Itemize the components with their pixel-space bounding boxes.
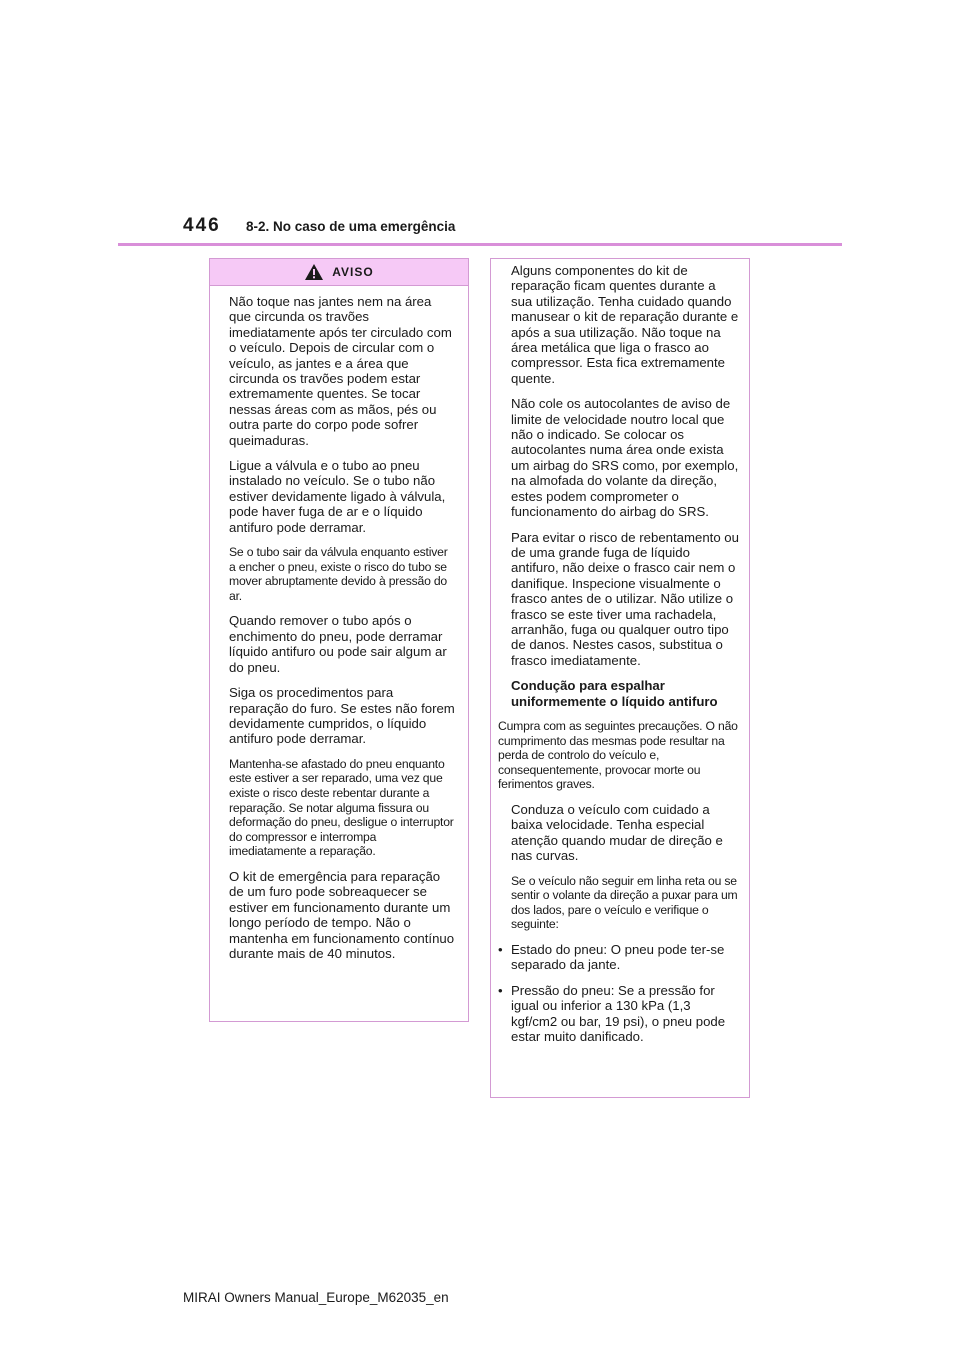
precautions-paragraph: Cumpra com as seguintes precauções. O não cumprimento das mesmas pode resultar na perda de controlo do veículo e, consequentemente, provocar morte ou ferimentos graves. xyxy=(498,718,738,792)
footer-text: MIRAI Owners Manual_Europe_M62035_en xyxy=(183,1290,449,1305)
warning-continued-content xyxy=(491,259,749,1044)
warning-triangle-icon xyxy=(304,263,324,281)
driving-subheading: Condução para espalhar uniformemente o líquido antifuro xyxy=(511,678,718,709)
warning-paragraph: Quando remover o tubo após o enchimento do pneu, pode derramar líquido antifuro ou pode sair algum ar do pneu. xyxy=(229,613,447,675)
right-paragraph-6: Se o veículo não seguir em linha reta ou se sentir o volante da direção a puxar para um dos lados, pare o veículo e verifique o seguinte: xyxy=(511,873,738,932)
right-paragraph-5: Conduza o veículo com cuidado a baixa velocidade. Tenha especial atenção quando mudar de direção e nas curvas. xyxy=(511,801,723,864)
page-header xyxy=(0,0,960,250)
warning-paragraph: Siga os procedimentos para reparação do furo. Se estes não forem devidamente cumpridos, o líquido antifuro pode derramar. xyxy=(229,685,455,747)
warning-paragraph: Se o tubo sair da válvula enquanto estiver a encher o pneu, existe o risco do tubo se mover abruptamente devido à pressão do ar. xyxy=(229,545,448,603)
warning-paragraph: O kit de emergência para reparação de um furo pode sobreaquecer se estiver em funcionamento durante um longo período de tempo. Não o mantenha em funcionamento contínuo durante mais de 40 minutos. xyxy=(229,868,455,961)
warning-content xyxy=(210,286,468,961)
warning-paragraph: Mantenha-se afastado do pneu enquanto este estiver a ser reparado, uma vez que existe o risco deste rebentar durante a reparação. Se notar alguma fissura ou deformação do pneu, desligue o interruptor do compressor e interrompa imediatamente a reparação. xyxy=(229,756,454,859)
header-rule xyxy=(118,243,842,246)
bullet-icon: • xyxy=(498,982,503,998)
warning-title: AVISO xyxy=(332,265,374,279)
warning-paragraph: Ligue a válvula e o tubo ao pneu instalado no veículo. Se o tubo não estiver devidamente ligado à válvula, pode haver fuga de ar e o líquido antifuro pode derramar. xyxy=(229,458,446,535)
warning-box xyxy=(209,258,469,1022)
list-item xyxy=(498,942,739,973)
bullet-icon: • xyxy=(498,941,503,957)
warning-continued-box xyxy=(490,258,750,1098)
right-paragraph-3: Para evitar o risco de rebentamento ou de uma grande fuga de líquido antifuro, não deixe o frasco cair nem o danifique. Inspecione visualmente o frasco antes de o utilizar. Não utilize o frasco se este tiver uma rachadela, arranhão, fuga ou qualquer outro tipo de danos. Nestes casos, substitua o frasco imediatamente. xyxy=(511,529,739,668)
warning-paragraph: Não toque nas jantes nem na área que circunda os travões imediatamente após ter circulado com o veículo. Depois de circular com o veículo, as jantes e a área que circunda os travões podem estar extremamente quentes. Se tocar nessas áreas com as mãos, pés ou outra parte do corpo pode sofrer queimaduras. xyxy=(229,294,452,448)
section-title: 8-2. No caso de uma emergência xyxy=(246,219,456,234)
warning-header xyxy=(210,259,468,286)
list-item-text: Estado do pneu: O pneu pode ter-se separado da jante. xyxy=(511,941,725,973)
page-number: 446 xyxy=(183,215,221,236)
list-item-text: Pressão do pneu: Se a pressão for igual ou inferior a 130 kPa (1,3 kgf/cm2 ou bar, 19 psi), o pneu pode estar muito danificado. xyxy=(511,982,726,1044)
right-paragraph-1: Alguns componentes do kit de reparação ficam quentes durante a sua utilização. Tenha cuidado quando manusear o kit de reparação durante e após a sua utilização. Não toque na área metálica que liga o frasco ao compressor. Esta fica extremamente quente. xyxy=(511,263,739,386)
list-item xyxy=(498,983,739,1045)
right-paragraph-2: Não cole os autocolantes de aviso de limite de velocidade noutro local que não o indicado. Se colocar os autocolantes numa área onde exista um airbag do SRS como, por exemplo, na almofada do volante da direção, estes podem comprometer o funcionamento do airbag do SRS. xyxy=(511,396,739,520)
